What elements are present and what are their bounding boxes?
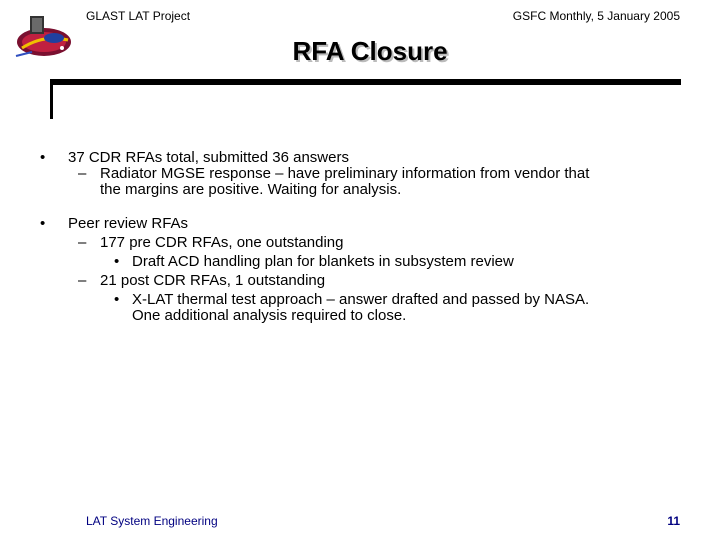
bullet-text: 37 CDR RFAs total, submitted 36 answers — [68, 149, 349, 166]
bullet-icon: • — [114, 291, 120, 308]
title-divider — [50, 79, 681, 85]
dash-icon: – — [78, 165, 87, 182]
dash-icon: – — [78, 234, 87, 251]
footer-label: LAT System Engineering — [86, 514, 218, 528]
bullet-icon: • — [114, 253, 120, 270]
sub-bullet — [78, 234, 720, 251]
header-project: GLAST LAT Project — [86, 9, 191, 23]
bullet-item — [0, 150, 720, 198]
sub-sub-bullet — [114, 291, 720, 324]
sub-bullet — [78, 272, 720, 289]
sub-bullet-line: 21 post CDR RFAs, 1 outstanding — [100, 272, 326, 289]
sub-bullet — [78, 165, 720, 198]
title-divider-vertical — [50, 79, 53, 119]
bullet-icon: • — [40, 215, 46, 232]
sub-sub-bullet-line: X-LAT thermal test approach – answer drafted and passed by NASA. — [132, 291, 590, 308]
bullet-text: Peer review RFAs — [68, 215, 189, 232]
dash-icon: – — [78, 272, 87, 289]
sub-bullet-line: the margins are positive. Waiting for analysis. — [100, 181, 402, 198]
sub-bullet-line: Radiator MGSE response – have preliminary information from vendor that — [100, 165, 590, 182]
slide-content — [0, 150, 720, 324]
slide-title: RFA Closure — [292, 36, 448, 66]
sub-bullet-line: 177 pre CDR RFAs, one outstanding — [100, 234, 344, 251]
header-date: GSFC Monthly, 5 January 2005 — [512, 9, 680, 23]
page-number: 11 — [667, 514, 680, 528]
bullet-item — [0, 216, 720, 324]
sub-sub-bullet-line: Draft ACD handling plan for blankets in subsystem review — [132, 253, 514, 270]
sub-sub-bullet-line: One additional analysis required to close. — [132, 307, 407, 324]
bullet-icon: • — [40, 149, 46, 166]
sub-sub-bullet — [114, 253, 720, 270]
